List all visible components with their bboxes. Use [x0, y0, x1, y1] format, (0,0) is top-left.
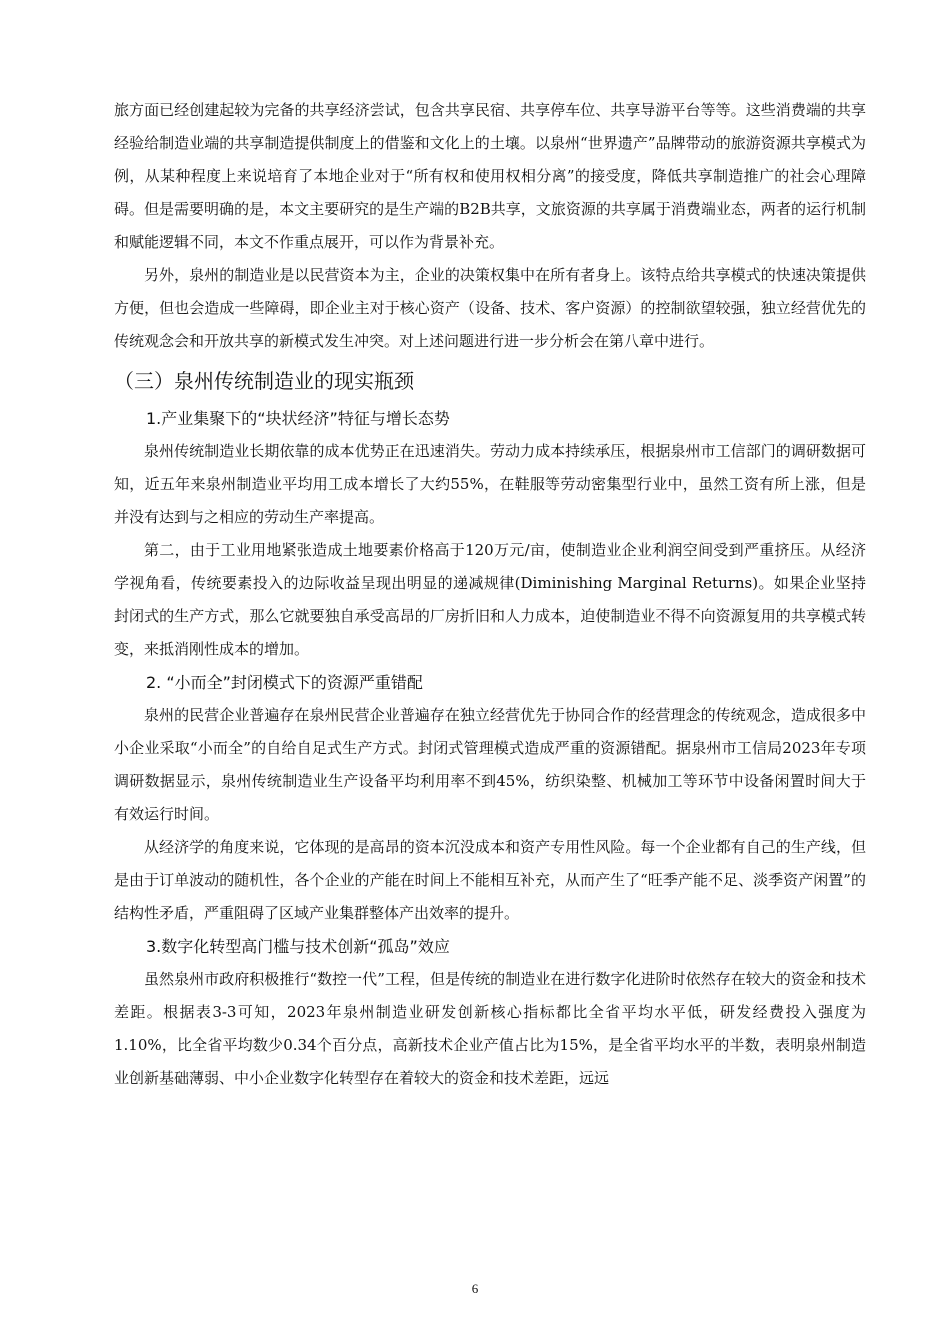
subsection-heading: 1.产业集聚下的“块状经济”特征与增长态势 — [146, 409, 450, 428]
page-content — [114, 94, 866, 1095]
subsection-heading: 3.数字化转型高门槛与技术创新“孤岛”效应 — [146, 937, 450, 956]
subsection-heading: 2. “小而全”封闭模式下的资源严重错配 — [146, 673, 423, 692]
section-heading: （三）泉州传统制造业的现实瓶颈 — [114, 369, 414, 393]
paragraph: 泉州的民营企业普遍存在泉州民营企业普遍存在独立经营优先于协同合作的经营理念的传统观念，造成很多中小企业采取“小而全”的自给自足式生产方式。封闭式管理模式造成严重的资源错配。据泉州市工信局2023年专项调研数据显示，泉州传统制造业生产设备平均利用率不到45%，纺织染整、机械加工等环节中设备闲置时间大于有效运行时间。 — [114, 706, 866, 823]
paragraph: 虽然泉州市政府积极推行“数控一代”工程，但是传统的制造业在进行数字化进阶时依然存在较大的资金和技术差距。根据表3-3可知，2023年泉州制造业研发创新核心指标都比全省平均水平低，研发经费投入强度为1.10%，比全省平均数少0.34个百分点，高新技术企业产值占比为15%，是全省平均水平的半数，表明泉州制造业创新基础薄弱、中小企业数字化转型存在着较大的资金和技术差距，远远 — [114, 970, 866, 1087]
paragraph: 从经济学的角度来说，它体现的是高昂的资本沉没成本和资产专用性风险。每一个企业都有自己的生产线，但是由于订单波动的随机性，各个企业的产能在时间上不能相互补充，从而产生了“旺季产能不足、淡季资产闲置”的结构性矛盾，严重阻碍了区域产业集群整体产出效率的提升。 — [114, 838, 866, 922]
paragraph: 泉州传统制造业长期依靠的成本优势正在迅速消失。劳动力成本持续承压，根据泉州市工信部门的调研数据可知，近五年来泉州制造业平均用工成本增长了大约55%，在鞋服等劳动密集型行业中，虽然工资有所上涨，但是并没有达到与之相应的劳动生产率提高。 — [114, 442, 866, 526]
page-number: 6 — [471, 1281, 479, 1296]
paragraph: 第二，由于工业用地紧张造成土地要素价格高于120万元/亩，使制造业企业利润空间受到严重挤压。从经济学视角看，传统要素投入的边际收益呈现出明显的递减规律(Diminishing Marginal Returns)。如果企业坚持封闭式的生产方式，那么它就要独自承受高昂的厂房折旧和人力成本，迫使制造业不得不向资源复用的共享模式转变，来抵消刚性成本的增加。 — [114, 541, 866, 658]
paragraph: 另外，泉州的制造业是以民营资本为主，企业的决策权集中在所有者身上。该特点给共享模式的快速决策提供方便，但也会造成一些障碍，即企业主对于核心资产（设备、技术、客户资源）的控制欲望较强，独立经营优先的传统观念会和开放共享的新模式发生冲突。对上述问题进行进一步分析会在第八章中进行。 — [114, 266, 866, 350]
paragraph: 旅方面已经创建起较为完备的共享经济尝试，包含共享民宿、共享停车位、共享导游平台等等。这些消费端的共享经验给制造业端的共享制造提供制度上的借鉴和文化上的土壤。以泉州“世界遗产”品牌带动的旅游资源共享模式为例，从某种程度上来说培育了本地企业对于“所有权和使用权相分离”的接受度，降低共享制造推广的社会心理障碍。但是需要明确的是，本文主要研究的是生产端的B2B共享，文旅资源的共享属于消费端业态，两者的运行机制和赋能逻辑不同，本文不作重点展开，可以作为背景补充。 — [114, 101, 866, 251]
